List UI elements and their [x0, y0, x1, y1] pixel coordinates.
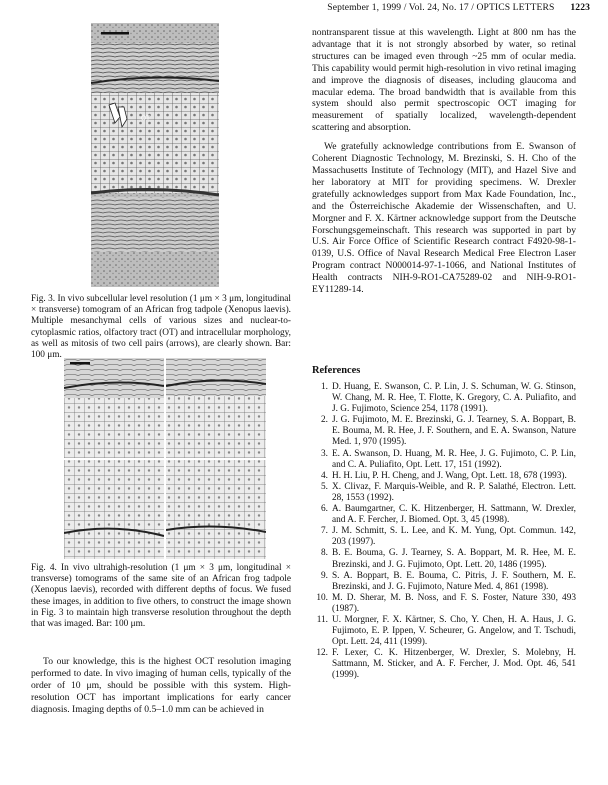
acknowledgment-paragraph: We gratefully acknowledge contributions from E. Swanson of Coherent Diagnostic Technology, M. Brezinski, S. H. Cho of the Massachusetts Institute of Technology (MIT), and Hazel Sive and her laboratory at MIT for providing specimens. W. Drexler gratefully acknowledges support from Max Kade Foundation, Inc., and the Österreichische Akademie der Wissenschaften, and U. Morgner and F. X. Kärtner acknowledge support from the Deutsche Forschungsgemeinschaft. This research was supported in part by U.S. Air Force Office of Scientific Research contract F4920-98-1-0139, U.S. Office of Naval Research Medical Free Electron Laser Program contract N000014-97-1-1066, and National Institutes of Health contracts NIH-9-RO1-CA75289-02 and NIH-9-RO1-EY11289-14. — [312, 141, 576, 296]
reference-item: 1. D. Huang, E. Swanson, C. P. Lin, J. S. Schuman, W. G. Stinson, W. Chang, M. R. Hee, T. Flotte, K. Gregory, C. A. Puliafito, and J. G. Fujimoto, Science 254, 1178 (1991). — [321, 382, 576, 415]
reference-item: 9. S. A. Boppart, B. E. Bouma, C. Pitris, J. F. Southern, M. E. Brezinski, and J. G. Fujimoto, Nature Med. 4, 861 (1998). — [321, 570, 576, 592]
references-heading: References — [312, 365, 361, 376]
paragraph: nontransparent tissue at this wavelength. Light at 800 nm has the advantage that it is not strongly absorbed by water, so retinal structures can be imaged even through ~25 mm of ocular media. This capability would permit high-resolution in vivo retinal imaging and improve the diagnosis of diseases, including glaucoma and macular edema. The broad bandwidth that is available from this system should also permit spectroscopic OCT imaging for measurement of spatially localized, wavelength-dependent scattering and absorption. — [312, 27, 576, 134]
ot-label: OT — [141, 115, 151, 122]
running-header — [327, 2, 590, 13]
figure-4-image — [64, 358, 266, 559]
paragraph: To our knowledge, this is the highest OCT resolution imaging performed to date. In vivo imaging of human cells, typically of the order of 10 μm, should be possible with this system. High-resolution OCT has important implications for early cancer diagnosis. Imaging depths of 0.5–1.0 mm can be achieved in — [31, 656, 291, 715]
right-column-body — [312, 27, 576, 296]
reference-item: 12. F. Lexer, C. K. Hitzenberger, W. Drexler, S. Molebny, H. Sattmann, M. Sticker, and A. F. Fercher, J. Mod. Opt. 46, 541 (1999). — [316, 648, 576, 681]
reference-item: 7. J. M. Schmitt, S. L. Lee, and K. M. Yung, Opt. Commun. 142, 203 (1997). — [321, 526, 576, 548]
figure-4-caption: Fig. 4. In vivo ultrahigh-resolution (1 μm × 3 μm, longitudinal × transverse) tomograms of the same site of an African frog tadpole (Xenopus laevis), recorded with different depths of focus. We fused these images, in addition to five others, to construct the image shown in Fig. 3 to maintain high transverse resolution throughout the depth that was imaged. Bar: 100 μm. — [31, 563, 291, 630]
figure-3-image — [91, 23, 219, 287]
references-list — [312, 382, 576, 682]
reference-item: 6. A. Baumgartner, C. K. Hitzenberger, H. Sattmann, W. Drexler, and A. F. Fercher, J. Biomed. Opt. 3, 45 (1998). — [321, 504, 576, 526]
page-number: 1223 — [570, 2, 590, 13]
reference-item: 2. J. G. Fujimoto, M. E. Brezinski, G. J. Tearney, S. A. Boppart, B. E. Bouma, M. R. Hee, J. F. Southern, and E. A. Swanson, Nature Med. 1, 970 (1995). — [321, 415, 576, 448]
left-column-body — [31, 656, 291, 716]
reference-item: 11. U. Morgner, F. X. Kärtner, S. Cho, Y. Chen, H. A. Haus, J. G. Fujimoto, E. P. Ippen, V. Scheurer, G. Angelow, and T. Tschudi, Opt. Lett. 24, 411 (1999). — [316, 614, 576, 648]
reference-item: 4. H. H. Liu, P. H. Cheng, and J. Wang, Opt. Lett. 18, 678 (1993). — [321, 470, 567, 481]
reference-item: 3. E. A. Swanson, D. Huang, M. R. Hee, J. G. Fujimoto, C. P. Lin, and C. A. Puliafito, Opt. Lett. 17, 151 (1992). — [321, 448, 576, 470]
running-title: September 1, 1999 / Vol. 24, No. 17 / OPTICS LETTERS — [327, 2, 555, 13]
figure-3-caption: Fig. 3. In vivo subcellular level resolution (1 μm × 3 μm, longitudinal × transverse) tomogram of an African frog tadpole (Xenopus laevis). Multiple mesanchymal cells of various sizes and nuclear-to-cytoplasmic ratios, olfactory tract (OT) and intracellular morphology, as well as mitosis of two cell pairs (arrows), are clearly shown. Bar: 100 μm. — [31, 294, 291, 361]
reference-item: 10. M. D. Sherar, M. B. Noss, and F. S. Foster, Nature 330, 493 (1987). — [316, 592, 576, 614]
reference-item: 5. X. Clivaz, F. Marquis-Weible, and R. P. Salathé, Electron. Lett. 28, 1553 (1992). — [321, 481, 576, 503]
reference-item: 8. B. E. Bouma, G. J. Tearney, S. A. Boppart, M. R. Hee, M. E. Brezinski, and J. G. Fujimoto, Opt. Lett. 20, 1486 (1995). — [321, 548, 576, 570]
